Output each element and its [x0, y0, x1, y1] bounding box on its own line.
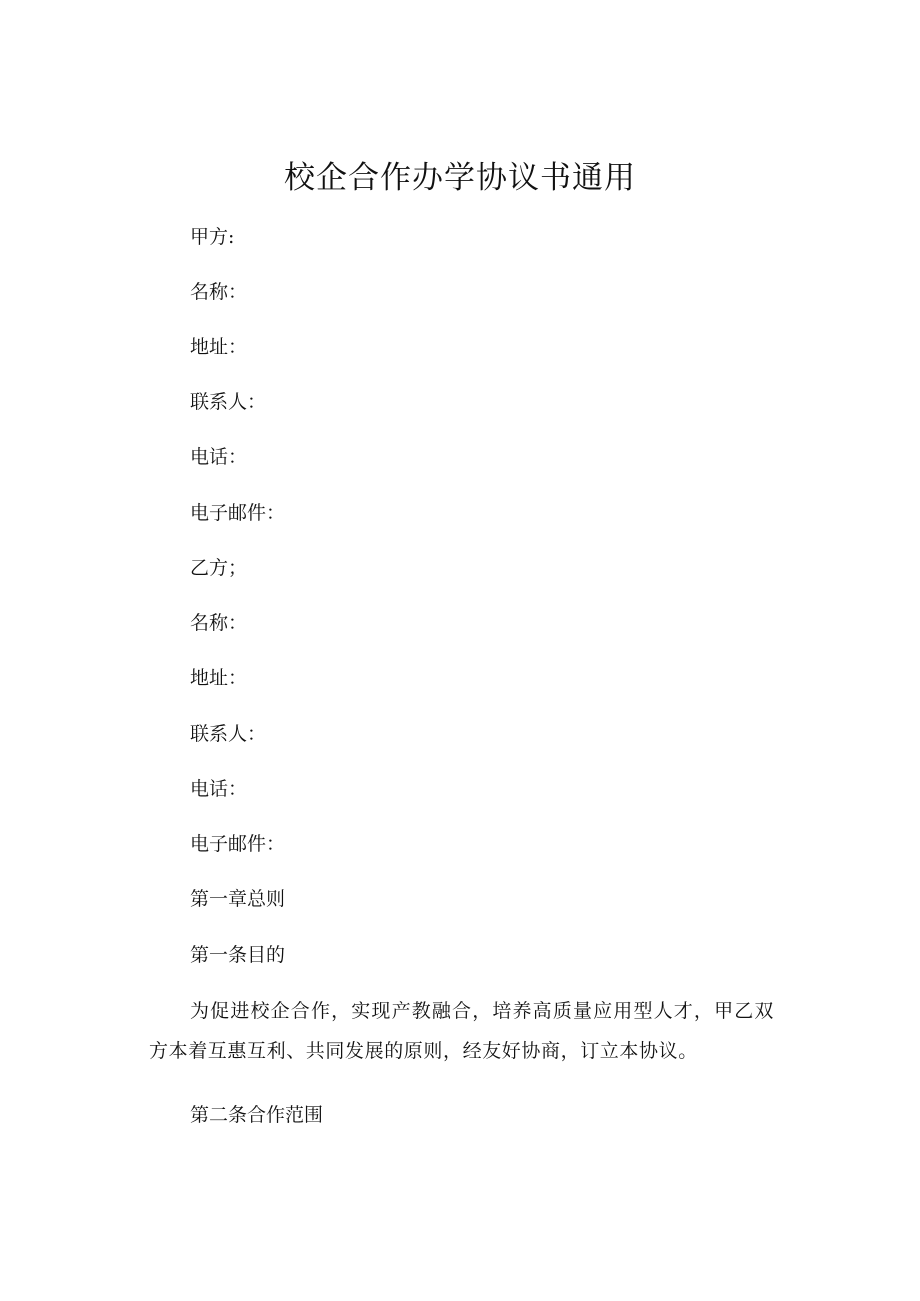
party-b-email-label: 电子邮件：: [190, 833, 286, 855]
party-a-contact-label: 联系人：: [190, 391, 267, 413]
party-a-phone-label: 电话：: [190, 446, 248, 468]
article-1-heading: 第一条目的: [190, 944, 286, 966]
party-a-email-label: 电子邮件：: [190, 502, 286, 524]
party-b-contact-label: 联系人：: [190, 723, 267, 745]
party-b-heading: 乙方；: [190, 557, 248, 579]
party-b-phone-label: 电话：: [190, 778, 248, 800]
article-1-body: 为促进校企合作，实现产教融合，培养高质量应用型人才，甲乙双方本着互惠互利、共同发展的原则，经友好协商，订立本协议。: [149, 1000, 774, 1062]
party-a-heading: 甲方:: [190, 226, 235, 248]
party-a-address-label: 地址：: [190, 336, 248, 358]
party-b-name-label: 名称：: [190, 612, 248, 634]
chapter-heading: 第一章总则: [190, 888, 286, 910]
party-b-address-label: 地址：: [190, 667, 248, 689]
article-2-heading: 第二条合作范围: [190, 1104, 324, 1126]
party-a-name-label: 名称：: [190, 281, 248, 303]
document-title: 校企合作办学协议书通用: [284, 160, 636, 196]
